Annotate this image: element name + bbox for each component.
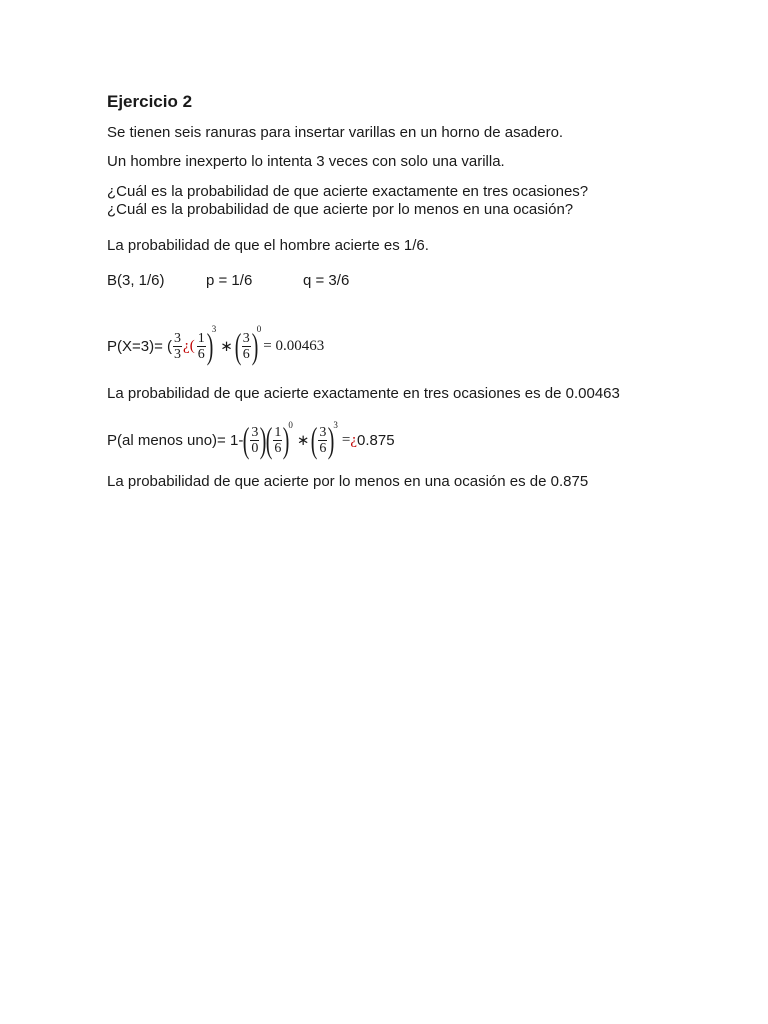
formula-at-least-one [107, 418, 395, 462]
fraction-1-6: $\frac{1}{6}$ [274, 424, 282, 456]
close-paren: ) [251, 326, 259, 366]
fraction-3-3: $\frac{3}{3}$ [174, 330, 182, 362]
question-2: ¿Cuál es la probabilidad de que acierte por lo menos en una ocasión? [107, 201, 574, 218]
p-param: p = 1/6 [206, 272, 253, 289]
exponent-3: 3 [211, 324, 217, 334]
open-paren: ( [266, 420, 273, 460]
formula-2-result: 0.875 [357, 431, 395, 449]
unknown-glyph: ¿ [183, 337, 190, 354]
formula-1-result: = 0.00463 [263, 337, 325, 354]
probability-statement: La probabilidad de que el hombre acierte es 1/6. [107, 237, 429, 254]
multiply-sign: ∗ [296, 432, 310, 449]
close-paren: ) [260, 420, 267, 460]
formula-exactly-three [107, 324, 324, 368]
multiply-sign: ∗ [220, 338, 233, 355]
unknown-glyph: ¿ [350, 431, 358, 448]
answer-1: La probabilidad de que acierte exactamente en tres ocasiones es de 0.00463 [107, 385, 620, 402]
formula-2-label: P(al menos uno)= 1- [107, 431, 244, 449]
binomial-param: B(3, 1/6) [107, 272, 165, 289]
exponent-0: 0 [288, 420, 293, 430]
q-param: q = 3/6 [303, 272, 350, 289]
exercise-title: Ejercicio 2 [107, 92, 193, 111]
open-paren: ( [234, 326, 242, 366]
equals-sign: = [341, 431, 351, 448]
close-paren: ) [328, 420, 335, 460]
open-paren: ( [311, 420, 318, 460]
open-paren: ( [243, 420, 250, 460]
statement-line-2: Un hombre inexperto lo intenta 3 veces con solo una varilla. [107, 153, 505, 170]
small-open-paren: ( [189, 337, 195, 354]
answer-2: La probabilidad de que acierte por lo menos en una ocasión es de 0.875 [107, 473, 589, 490]
fraction-3-6: $\frac{3}{6}$ [319, 424, 327, 456]
distribution-params [107, 272, 349, 290]
formula-1-label: P(X=3)= ( [107, 337, 173, 355]
exponent-0: 0 [256, 324, 262, 334]
statement-line-1: Se tienen seis ranuras para insertar varillas en un horno de asadero. [107, 124, 564, 141]
fraction-3-6: $\frac{3}{6}$ [242, 330, 250, 362]
question-1: ¿Cuál es la probabilidad de que acierte exactamente en tres ocasiones? [107, 183, 589, 200]
close-paren: ) [283, 420, 290, 460]
fraction-1-6: $\frac{1}{6}$ [197, 330, 205, 362]
exponent-3: 3 [333, 420, 338, 430]
binom-3-0: $\frac{3}{0}$ [251, 424, 259, 456]
close-paren: ) [206, 326, 214, 366]
